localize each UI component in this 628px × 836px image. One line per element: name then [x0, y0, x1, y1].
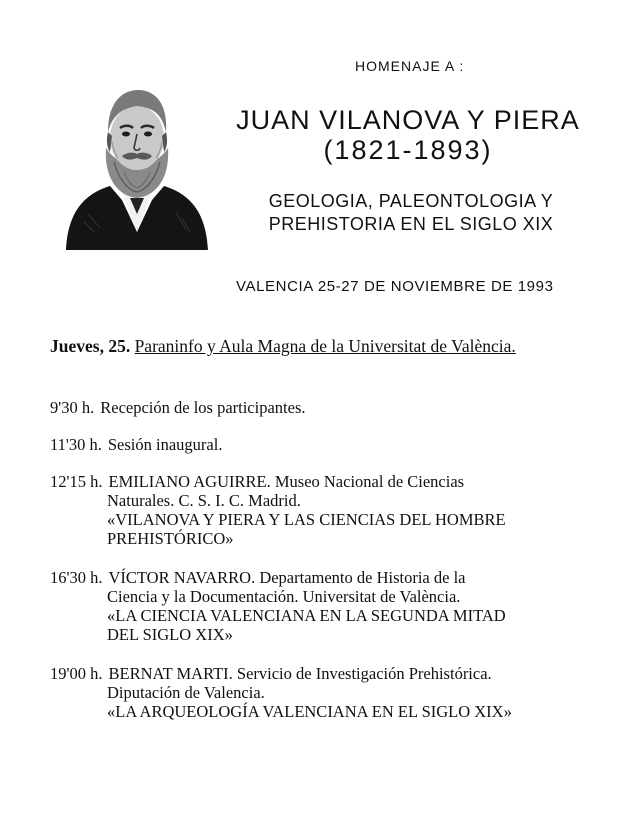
event-dateline: VALENCIA 25-27 DE NOVIEMBRE DE 1993 [236, 278, 554, 295]
honoree-years: (1821-1893) [323, 135, 493, 165]
entry-time: 19'00 h. [50, 664, 103, 683]
entry-text: EMILIANO AGUIRRE. Museo Nacional de Ciencias [108, 472, 465, 491]
tribute-label: HOMENAJE A : [355, 58, 465, 74]
entry-line: Naturales. C. S. I. C. Madrid. [107, 491, 301, 510]
entry-line: DEL SIGLO XIX» [107, 625, 233, 644]
entry-text: VÍCTOR NAVARRO. Departamento de Historia de la [108, 568, 466, 587]
schedule-entry [50, 472, 590, 548]
entry-text: Sesión inaugural. [107, 435, 223, 454]
day-label: Jueves, 25. [50, 336, 131, 356]
schedule-entry [50, 568, 590, 644]
entry-time: 9'30 h. [50, 398, 95, 417]
entry-time: 16'30 h. [50, 568, 103, 587]
entry-line: Ciencia y la Documentación. Universitat de València. [107, 587, 461, 606]
entry-line: Diputación de Valencia. [107, 683, 265, 702]
entry-line: PREHISTÓRICO» [107, 529, 234, 548]
subtitle-line-1: GEOLOGIA, PALEONTOLOGIA Y [268, 191, 554, 211]
schedule-entry [50, 435, 590, 454]
entry-line: «LA ARQUEOLOGÍA VALENCIANA EN EL SIGLO XIX» [107, 702, 512, 721]
entry-time: 11'30 h. [50, 435, 102, 454]
schedule-entry [50, 398, 590, 417]
entry-text: Recepción de los participantes. [100, 398, 306, 417]
schedule-entry [50, 664, 590, 721]
entry-text: BERNAT MARTI. Servicio de Investigación Prehistórica. [108, 664, 492, 683]
event-subtitle [230, 190, 592, 236]
day-heading [50, 336, 516, 357]
entry-time: 12'15 h. [50, 472, 103, 491]
entry-line: «VILANOVA Y PIERA Y LAS CIENCIAS DEL HOMBRE [107, 510, 506, 529]
portrait-engraving-icon [64, 82, 210, 250]
entry-line: «LA CIENCIA VALENCIANA EN LA SEGUNDA MITAD [107, 606, 506, 625]
schedule-list [50, 398, 590, 740]
honoree-name: JUAN VILANOVA Y PIERA [236, 105, 580, 135]
subtitle-line-2: PREHISTORIA EN EL SIGLO XIX [268, 214, 554, 234]
day-venue: Paraninfo y Aula Magna de la Universitat de València. [134, 336, 516, 356]
